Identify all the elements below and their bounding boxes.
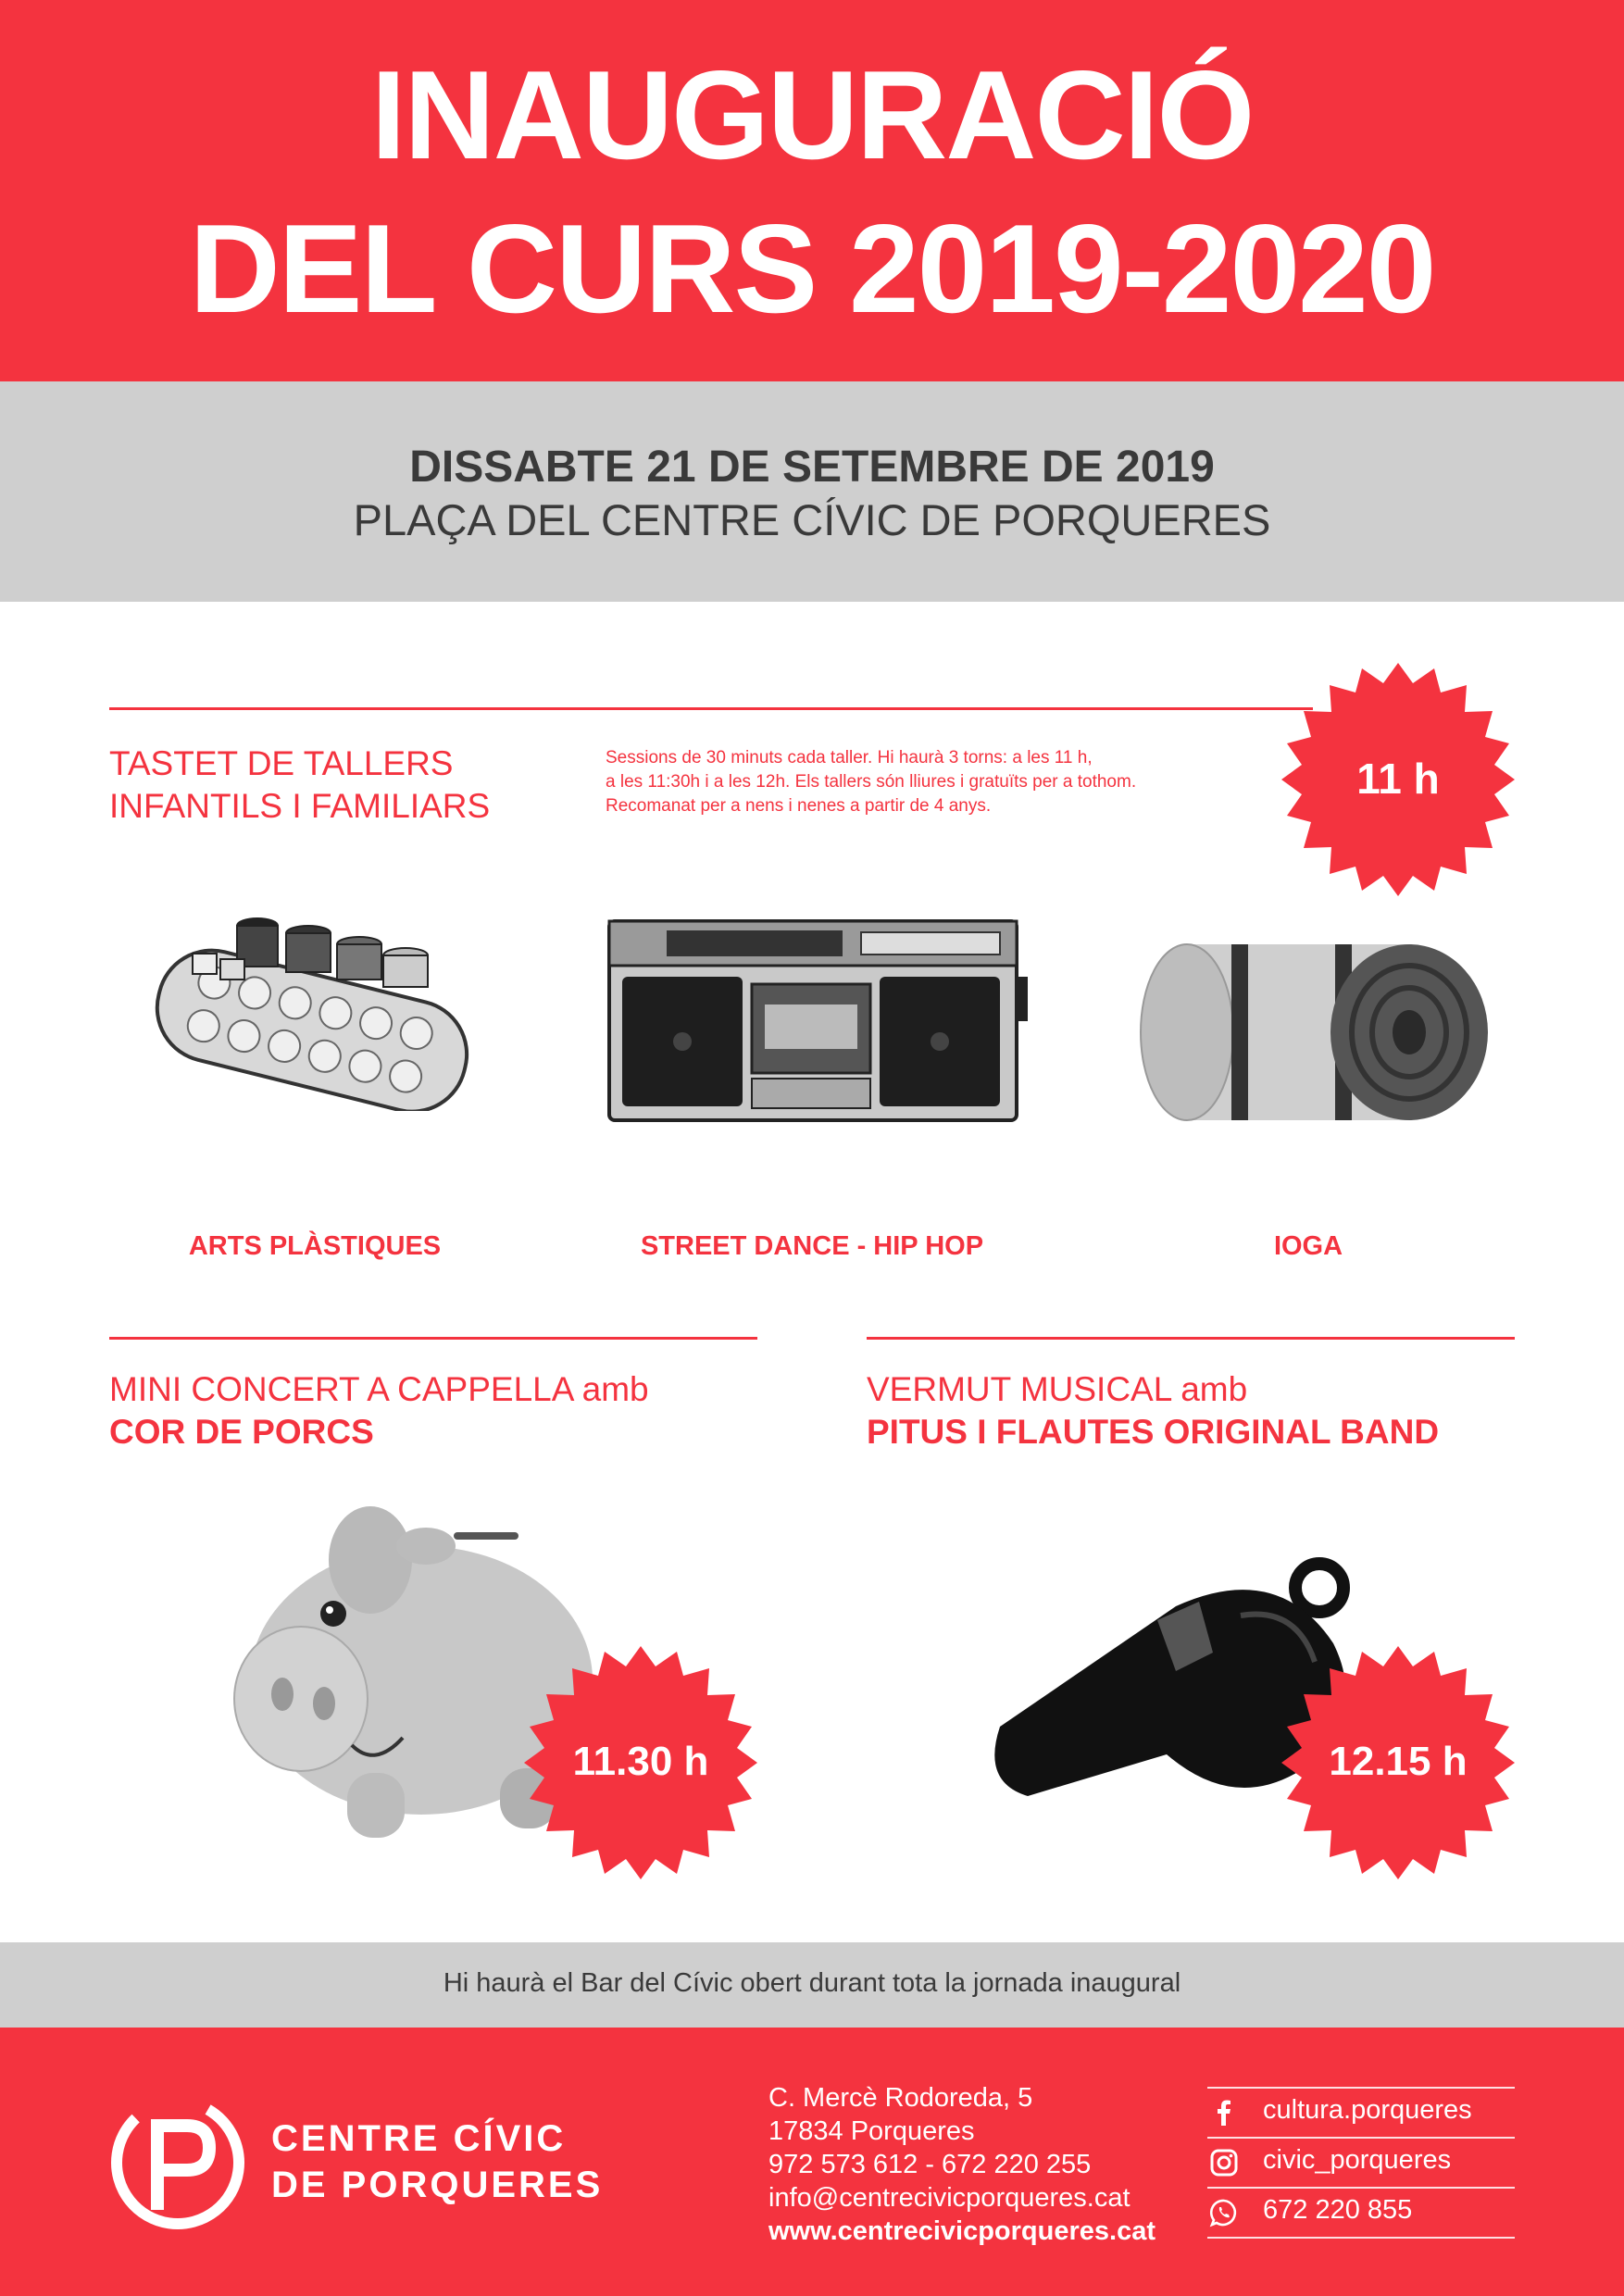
description-line: a les 11:30h i a les 12h. Els tallers són lliures i gratuïts per a tothom. bbox=[606, 772, 1137, 792]
workshop-label-arts: ARTS PLÀSTIQUES bbox=[188, 1231, 442, 1261]
time-label: 11.30 h bbox=[572, 1739, 709, 1784]
concert-title: MINI CONCERT A CAPPELLA amb bbox=[109, 1370, 649, 1408]
address-street: C. Mercè Rodoreda, 5 bbox=[768, 2083, 1033, 2113]
section-divider bbox=[867, 1337, 1515, 1340]
whatsapp-number: 672 220 855 bbox=[1263, 2195, 1413, 2225]
vermut-heading bbox=[867, 1368, 1439, 1454]
time-badge-concert bbox=[524, 1646, 757, 1879]
brand-line-1: CENTRE CÍVIC bbox=[271, 2118, 567, 2159]
yoga-mat-image bbox=[1122, 926, 1493, 1139]
bar-notice-band bbox=[0, 1942, 1624, 2028]
facebook-handle: cultura.porqueres bbox=[1263, 2095, 1472, 2125]
facebook-icon bbox=[1209, 2098, 1239, 2128]
description-line: Sessions de 30 minuts cada taller. Hi haurà 3 torns: a les 11 h, bbox=[606, 748, 1093, 767]
instagram-handle: civic_porqueres bbox=[1263, 2145, 1452, 2175]
header-banner bbox=[0, 0, 1624, 381]
brand-line-2: DE PORQUERES bbox=[271, 2165, 604, 2205]
workshop-label-yoga: IOGA bbox=[1273, 1231, 1343, 1261]
address-phones[interactable]: 972 573 612 - 672 220 255 bbox=[768, 2150, 1092, 2179]
workshops-heading bbox=[109, 742, 490, 828]
workshops-heading-line-1: TASTET DE TALLERS bbox=[109, 744, 454, 782]
concert-performer: COR DE PORCS bbox=[109, 1413, 374, 1451]
social-instagram[interactable] bbox=[1207, 2137, 1515, 2187]
address-city: 17834 Porqueres bbox=[768, 2116, 975, 2146]
page-title-line-1: INAUGURACIÓ bbox=[370, 44, 1254, 185]
date-banner bbox=[0, 381, 1624, 602]
vermut-performer: PITUS I FLAUTES ORIGINAL BAND bbox=[867, 1413, 1440, 1451]
boombox-image bbox=[602, 912, 1031, 1134]
vermut-title: VERMUT MUSICAL amb bbox=[867, 1370, 1248, 1408]
social-whatsapp[interactable] bbox=[1207, 2187, 1515, 2239]
centre-civic-logo bbox=[109, 2094, 246, 2231]
event-date: DISSABTE 21 DE SETEMBRE DE 2019 bbox=[409, 443, 1215, 492]
page-title-line-2: DEL CURS 2019-2020 bbox=[189, 198, 1435, 339]
footer bbox=[0, 2028, 1624, 2296]
social-facebook[interactable] bbox=[1207, 2087, 1515, 2137]
event-place: PLAÇA DEL CENTRE CÍVIC DE PORQUERES bbox=[353, 495, 1271, 544]
workshops-heading-line-2: INFANTILS I FAMILIARS bbox=[109, 787, 491, 825]
address-email[interactable]: info@centrecivicporqueres.cat bbox=[768, 2183, 1131, 2213]
workshops-description bbox=[606, 746, 1198, 818]
concert-heading bbox=[109, 1368, 649, 1454]
time-label: 12.15 h bbox=[1329, 1739, 1468, 1784]
website-link[interactable]: www.centrecivicporqueres.cat bbox=[768, 2216, 1156, 2246]
bar-notice: Hi haurà el Bar del Cívic obert durant tota la jornada inaugural bbox=[443, 1968, 1181, 1998]
section-divider bbox=[109, 707, 1313, 710]
paint-palette-image bbox=[137, 907, 498, 1111]
time-badge-vermut bbox=[1281, 1646, 1515, 1879]
time-label: 11 h bbox=[1356, 755, 1440, 803]
workshop-label-street-dance: STREET DANCE - HIP HOP bbox=[640, 1231, 984, 1261]
time-badge-workshops bbox=[1281, 663, 1515, 896]
whatsapp-icon bbox=[1209, 2198, 1239, 2227]
section-divider bbox=[109, 1337, 757, 1340]
description-line: Recomanat per a nens i nenes a partir de 4 anys. bbox=[606, 796, 992, 816]
instagram-icon bbox=[1209, 2148, 1239, 2177]
